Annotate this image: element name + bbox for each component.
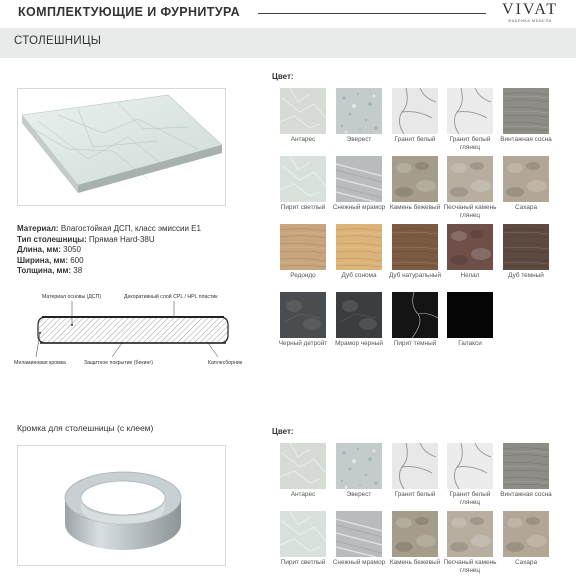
color-swatch-10 — [503, 156, 549, 202]
color-swatch-label: Камень бежевый — [389, 204, 441, 211]
color-title-top: Цвет: — [272, 72, 294, 81]
color-swatch-label: Винтажная сосна — [500, 136, 552, 143]
section-title: СТОЛЕШНИЦЫ — [14, 35, 102, 47]
countertop-illustration — [18, 89, 226, 206]
label-decor-layer: Декоративный слой CPL / HPL пластик — [124, 294, 218, 300]
color-swatch-label: Сахара — [514, 559, 538, 566]
color-swatch-label: Непал — [460, 272, 480, 279]
color-swatch-label: Антарес — [290, 491, 316, 498]
label-backing: Защитное покрытие (бекинг) — [84, 360, 153, 366]
brand-subtitle: ФАБРИКА МЕБЕЛИ — [508, 18, 552, 23]
color-swatch-label: Дуб темный — [508, 272, 544, 279]
spec-type: Тип столешницы: Прямая Hard-38U — [17, 234, 155, 244]
color-swatch-label: Дуб сонома — [341, 272, 377, 279]
color-swatch-19 — [447, 292, 493, 338]
color-swatch-14 — [447, 224, 493, 270]
countertop-image — [17, 88, 226, 206]
color-swatch-label: Снежный мрамор — [332, 559, 386, 566]
color-swatch-label: Редондо — [290, 272, 316, 279]
color-swatch-11 — [280, 224, 326, 270]
color-swatch-12 — [336, 224, 382, 270]
edge-section-title: Кромка для столешницы (с клеем) — [17, 423, 154, 433]
specifications — [17, 224, 201, 277]
spec-width: Ширина, мм: 600 — [17, 255, 84, 265]
color-swatch-9 — [447, 511, 493, 557]
color-swatch-label: Гранит белый — [394, 136, 436, 143]
color-swatch-3 — [392, 88, 438, 134]
color-swatch-label: Сахара — [514, 204, 538, 211]
color-swatch-17 — [336, 292, 382, 338]
color-swatch-13 — [392, 224, 438, 270]
spec-thickness: Толщина, мм: 38 — [17, 266, 83, 275]
color-swatch-9 — [447, 156, 493, 202]
spec-length: Длина, мм: 3050 — [17, 245, 81, 254]
color-swatch-label: Гранит белый глянец — [449, 136, 491, 151]
color-swatch-label: Песчаный камень глянец — [443, 204, 497, 219]
color-swatch-label: Дуб натуральный — [388, 272, 442, 279]
color-swatch-label: Камень бежевый — [389, 559, 441, 566]
color-swatch-label: Антарес — [290, 136, 316, 143]
color-swatch-1 — [280, 443, 326, 489]
color-swatch-16 — [280, 292, 326, 338]
color-swatch-label: Винтажная сосна — [500, 491, 552, 498]
page-header-title: КОМПЛЕКТУЮЩИЕ И ФУРНИТУРА — [18, 5, 241, 19]
spec-material: Материал: Влагостойкая ДСП, класс эмиссии E1 — [17, 224, 201, 233]
color-swatch-4 — [447, 88, 493, 134]
color-title-bottom: Цвет: — [272, 427, 294, 436]
color-swatch-label: Пирит светлый — [280, 204, 326, 211]
color-swatch-label: Эверест — [346, 491, 372, 498]
color-swatch-5 — [503, 88, 549, 134]
color-swatch-1 — [280, 88, 326, 134]
color-swatch-label: Снежный мрамор — [332, 204, 386, 211]
label-base-material: Материал основы (ДСП) — [42, 294, 102, 300]
color-swatch-label: Эверест — [346, 136, 372, 143]
color-swatch-label: Пирит темный — [393, 340, 437, 347]
color-swatch-label: Черный детройт — [278, 340, 328, 347]
color-swatch-7 — [336, 156, 382, 202]
color-swatch-10 — [503, 511, 549, 557]
edge-roll-image — [17, 445, 226, 566]
color-swatch-label: Гранит белый — [394, 491, 436, 498]
header-divider — [258, 13, 486, 14]
color-swatch-label: Галакси — [458, 340, 482, 347]
color-swatch-2 — [336, 88, 382, 134]
color-swatch-label: Песчаный камень глянец — [443, 559, 497, 574]
color-swatch-8 — [392, 156, 438, 202]
color-swatch-6 — [280, 511, 326, 557]
cross-section-diagram — [12, 287, 262, 377]
color-swatch-6 — [280, 156, 326, 202]
color-swatch-label: Мрамор черный — [335, 340, 383, 347]
color-swatch-label: Гранит белый глянец — [449, 491, 491, 506]
color-swatch-3 — [392, 443, 438, 489]
color-swatch-15 — [503, 224, 549, 270]
color-swatch-2 — [336, 443, 382, 489]
color-swatch-label: Пирит светлый — [280, 559, 326, 566]
color-swatch-7 — [336, 511, 382, 557]
label-melamine-edge: Меламиновая кромка — [14, 360, 66, 366]
color-swatch-18 — [392, 292, 438, 338]
label-drip-groove: Каплесборник — [208, 360, 242, 366]
brand-logo — [500, 1, 560, 23]
edge-roll-illustration — [18, 446, 226, 566]
color-swatch-4 — [447, 443, 493, 489]
color-swatch-8 — [392, 511, 438, 557]
brand-name: VIVAT — [502, 1, 558, 18]
color-swatch-5 — [503, 443, 549, 489]
